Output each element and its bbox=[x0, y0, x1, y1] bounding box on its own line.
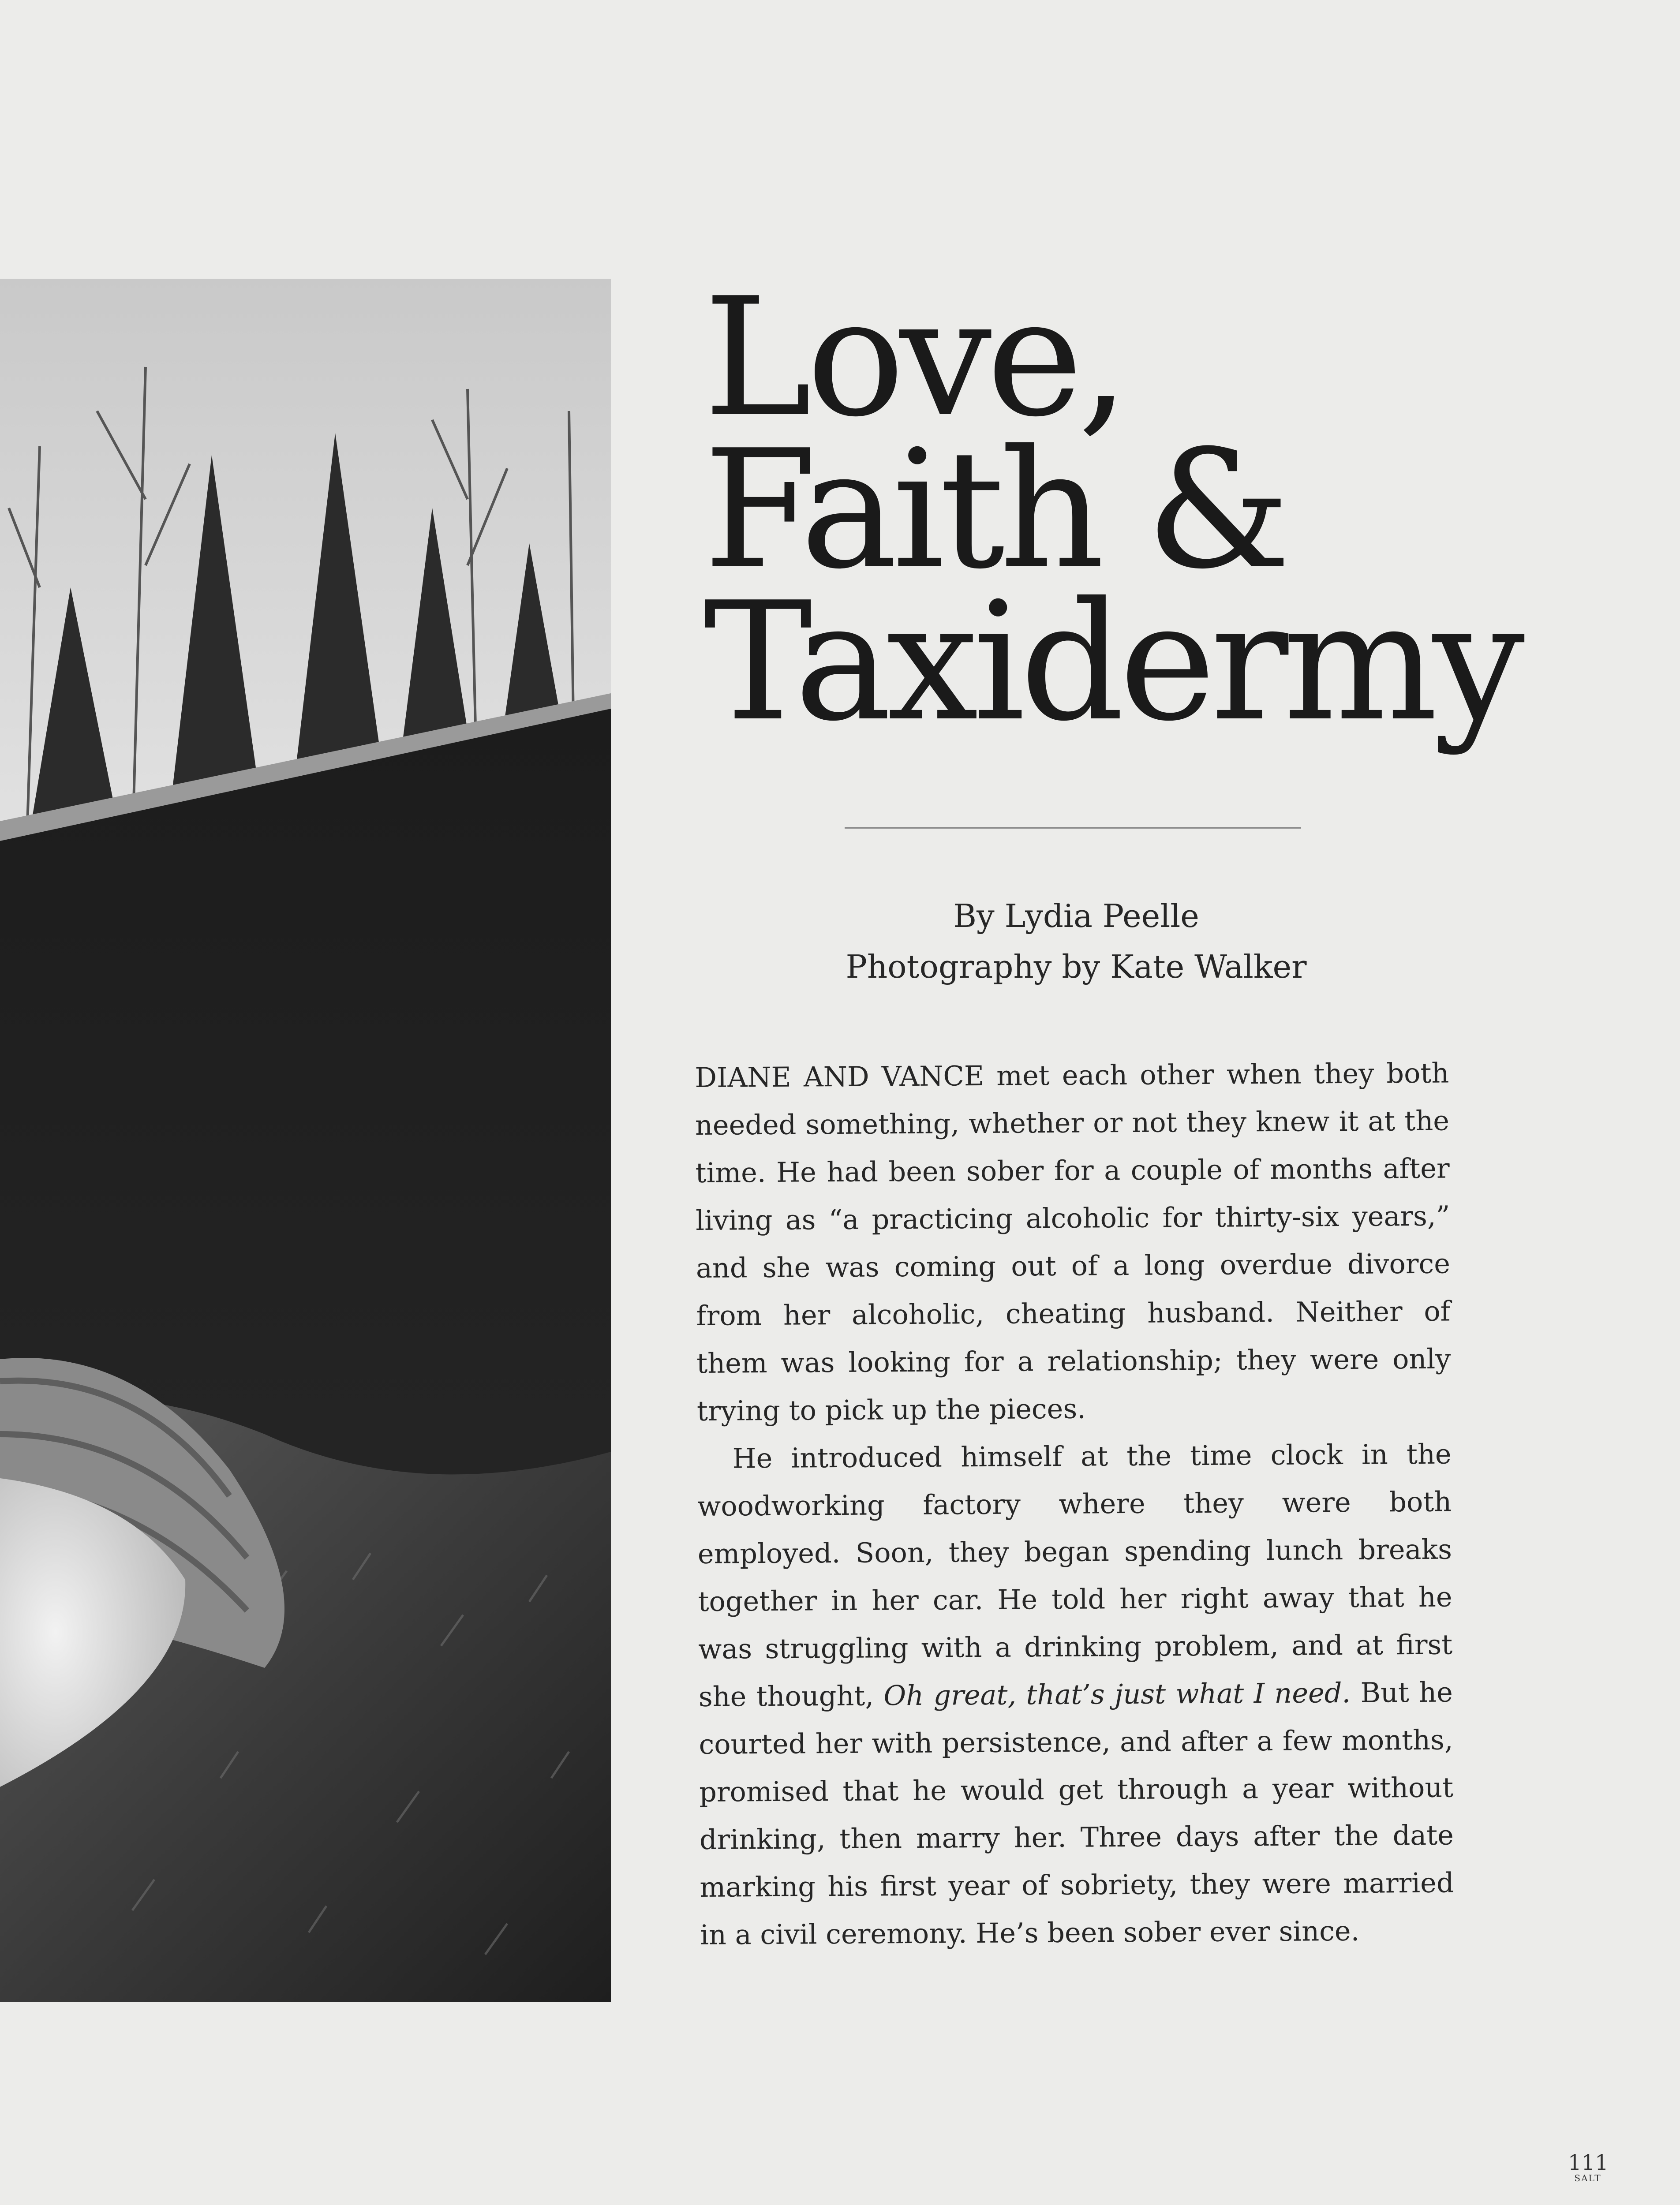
title-line-2: Faith & bbox=[703, 415, 1286, 605]
byline: By Lydia Peelle bbox=[953, 897, 1199, 934]
paragraph-2-text-a: He introduced himself at the time clock in the woodworking factory where they were both employed. Soon, they began spending lunch breaks together in her car. He told her right away that he was struggling with a drinking problem, and at first she thought, bbox=[697, 1438, 1453, 1713]
title-line-1: Love, bbox=[703, 263, 1125, 453]
article-title bbox=[703, 263, 1520, 757]
page-number: 111 bbox=[1568, 2150, 1609, 2175]
title-line-3: Taxidermy bbox=[703, 568, 1520, 757]
paragraph-2-text-b: But he courted her with persistence, and after a few months, promised that he would get through a year without drinking, then marry her. Three days after the date marking his first year of sobriety, they were married in a civil ceremony. He’s been sober ever since. bbox=[699, 1676, 1454, 1951]
paragraph-1-text: met each other when they both needed something, whether or not they knew it at the time. He had been sober for a couple of months after living as “a practicing alcoholic for thirty-six years,” and she was coming out of a long overdue divorce from her alcoholic, cheating husband. Neither of them was looking for a relationship; they were only trying to pick up the pieces. bbox=[695, 1057, 1451, 1427]
lead-in: DIANE AND VANCE bbox=[695, 1059, 984, 1094]
paragraph-2-italic: Oh great, that’s just what I need. bbox=[883, 1676, 1351, 1712]
title-divider bbox=[845, 827, 1301, 829]
folio bbox=[1568, 2152, 1608, 2183]
paragraph-2 bbox=[697, 1431, 1454, 1959]
magazine-name: SALT bbox=[1574, 2173, 1601, 2183]
photo-credit: Photography by Kate Walker bbox=[846, 948, 1307, 985]
photo-forest-blanket-image bbox=[0, 279, 611, 2002]
credits bbox=[688, 891, 1464, 992]
paragraph-1 bbox=[695, 1050, 1451, 1435]
article-body bbox=[695, 1050, 1455, 1959]
article-photo bbox=[0, 279, 611, 2002]
